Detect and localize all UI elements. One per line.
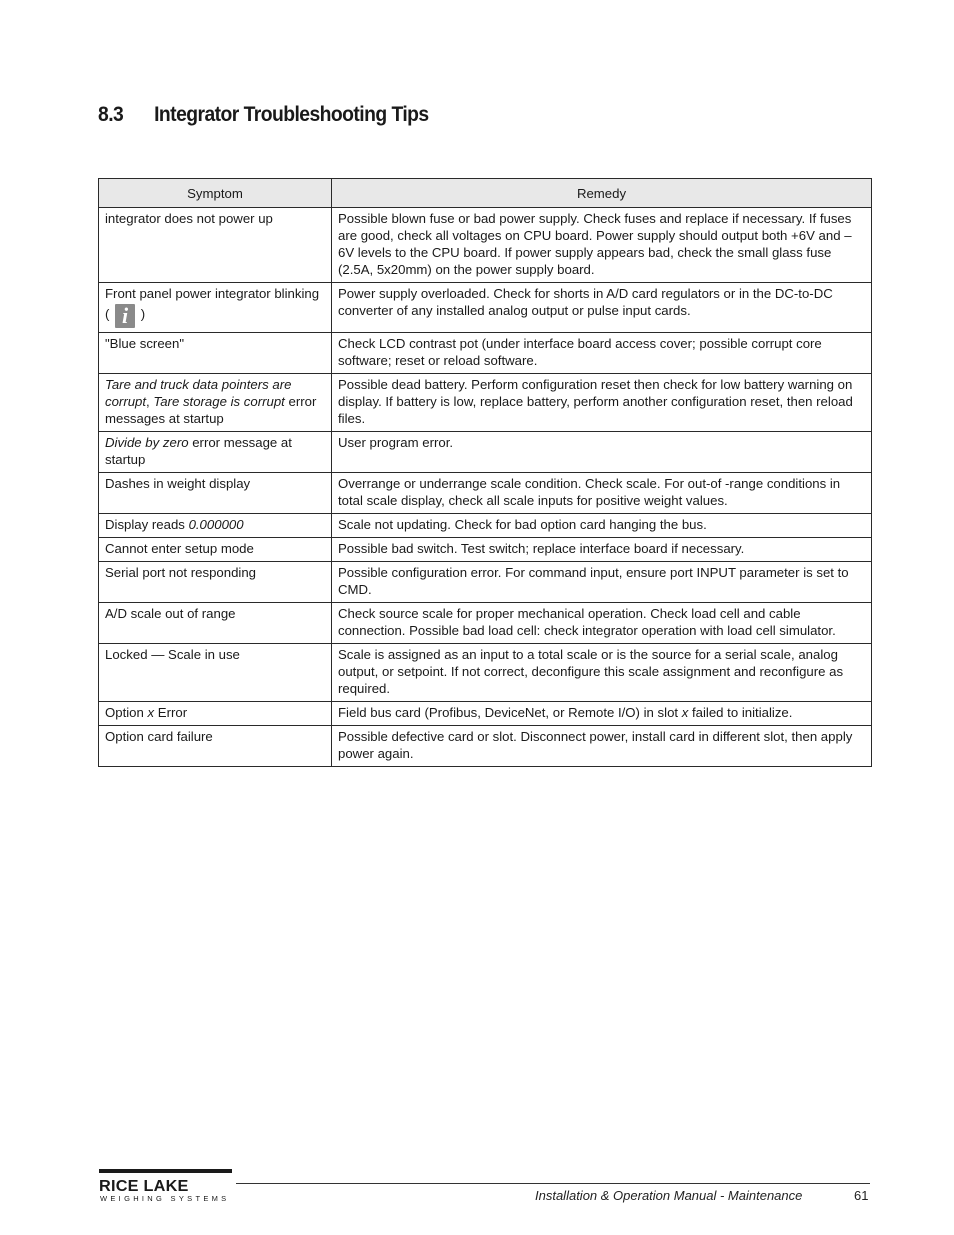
symptom-italic: Tare and truck data pointers are corrupt <box>105 377 292 409</box>
remedy-header: Remedy <box>332 179 872 208</box>
remedy-cell: Check source scale for proper mechanical operation. Check load cell and cable connection. Possible bad load cell: check integrator operation with load cell simulator. <box>332 603 872 644</box>
paren-close: ) <box>140 306 146 322</box>
section-heading <box>98 103 429 127</box>
logo-bar <box>99 1169 232 1173</box>
symptom-italic: Divide by zero <box>105 435 189 450</box>
remedy-italic: x <box>681 705 689 720</box>
remedy-cell <box>332 702 872 726</box>
symptom-cell: integrator does not power up <box>99 208 332 283</box>
info-icon: i <box>115 304 135 328</box>
table-row <box>99 538 872 562</box>
logo-subtext: WEIGHING SYSTEMS <box>100 1194 230 1203</box>
symptom-text: error message at startup <box>105 435 292 467</box>
symptom-header: Symptom <box>99 179 332 208</box>
section-number: 8.3 <box>98 103 124 126</box>
remedy-cell: Possible dead battery. Perform configuration reset then check for low battery warning on display. If battery is low, replace battery, perform another configuration reset, then reload files. <box>332 374 872 432</box>
table-row <box>99 283 872 333</box>
remedy-cell: Scale not updating. Check for bad option card hanging the bus. <box>332 514 872 538</box>
remedy-text: failed to initialize. <box>688 705 793 720</box>
symptom-cell <box>99 374 332 432</box>
paren-open: ( <box>105 306 110 322</box>
table-row <box>99 603 872 644</box>
table-row <box>99 702 872 726</box>
symptom-text: Front panel power integrator blinking <box>105 286 320 301</box>
remedy-cell: Possible configuration error. For command input, ensure port INPUT parameter is set to CMD. <box>332 562 872 603</box>
symptom-italic: Tare storage is corrupt <box>153 394 285 409</box>
symptom-cell: A/D scale out of range <box>99 603 332 644</box>
symptom-cell <box>99 432 332 473</box>
footer-rule <box>236 1183 870 1184</box>
table-header-row <box>99 179 872 208</box>
symptom-cell: Dashes in weight display <box>99 473 332 514</box>
table-row <box>99 333 872 374</box>
remedy-cell: User program error. <box>332 432 872 473</box>
page-number: 61 <box>854 1188 869 1203</box>
remedy-cell: Possible bad switch. Test switch; replace interface board if necessary. <box>332 538 872 562</box>
symptom-cell: Serial port not responding <box>99 562 332 603</box>
table-row <box>99 726 872 767</box>
remedy-text: Field bus card (Profibus, DeviceNet, or Remote I/O) in slot <box>338 705 682 720</box>
table-row <box>99 514 872 538</box>
symptom-text: Display reads <box>105 517 189 532</box>
table-row <box>99 432 872 473</box>
remedy-cell: Possible blown fuse or bad power supply. Check fuses and replace if necessary. If fuses are good, check all voltages on CPU board. Power supply should output both +6V and –6V levels to the CPU board. If power supply appears bad, check the small glass fuse (2.5A, 5x20mm) on the power supply board. <box>332 208 872 283</box>
remedy-cell: Scale is assigned as an input to a total scale or is the source for a serial scale, analog output, or setpoint. If not correct, deconfigure this scale assignment and reconfigure as required. <box>332 644 872 702</box>
section-title: Integrator Troubleshooting Tips <box>154 103 429 126</box>
symptom-cell <box>99 514 332 538</box>
symptom-text: error messages at startup <box>105 394 317 426</box>
table-row <box>99 644 872 702</box>
remedy-cell: Power supply overloaded. Check for shorts in A/D card regulators or in the DC-to-DC converter of any installed analog output or pulse input cards. <box>332 283 872 333</box>
table-row <box>99 208 872 283</box>
symptom-text: Option <box>105 705 148 720</box>
troubleshooting-table <box>98 178 872 767</box>
symptom-italic: x <box>147 705 155 720</box>
symptom-cell: Option card failure <box>99 726 332 767</box>
rice-lake-logo <box>99 1169 234 1203</box>
table-row <box>99 473 872 514</box>
symptom-cell <box>99 283 332 333</box>
logo-text: RICE LAKE <box>99 1178 189 1195</box>
symptom-text: , <box>146 394 154 409</box>
remedy-cell: Check LCD contrast pot (under interface board access cover; possible corrupt core software; reset or reload software. <box>332 333 872 374</box>
remedy-cell: Overrange or underrange scale condition. Check scale. For out-of -range conditions in total scale display, check all scale inputs for positive weight values. <box>332 473 872 514</box>
remedy-cell: Possible defective card or slot. Disconnect power, install card in different slot, then apply power again. <box>332 726 872 767</box>
symptom-italic: 0.000000 <box>188 517 244 532</box>
symptom-cell: "Blue screen" <box>99 333 332 374</box>
symptom-cell <box>99 702 332 726</box>
table-row <box>99 374 872 432</box>
footer-manual-title: Installation & Operation Manual - Maintenance <box>535 1188 803 1203</box>
table-row <box>99 562 872 603</box>
symptom-cell: Cannot enter setup mode <box>99 538 332 562</box>
symptom-cell: Locked — Scale in use <box>99 644 332 702</box>
symptom-text: Error <box>154 705 188 720</box>
